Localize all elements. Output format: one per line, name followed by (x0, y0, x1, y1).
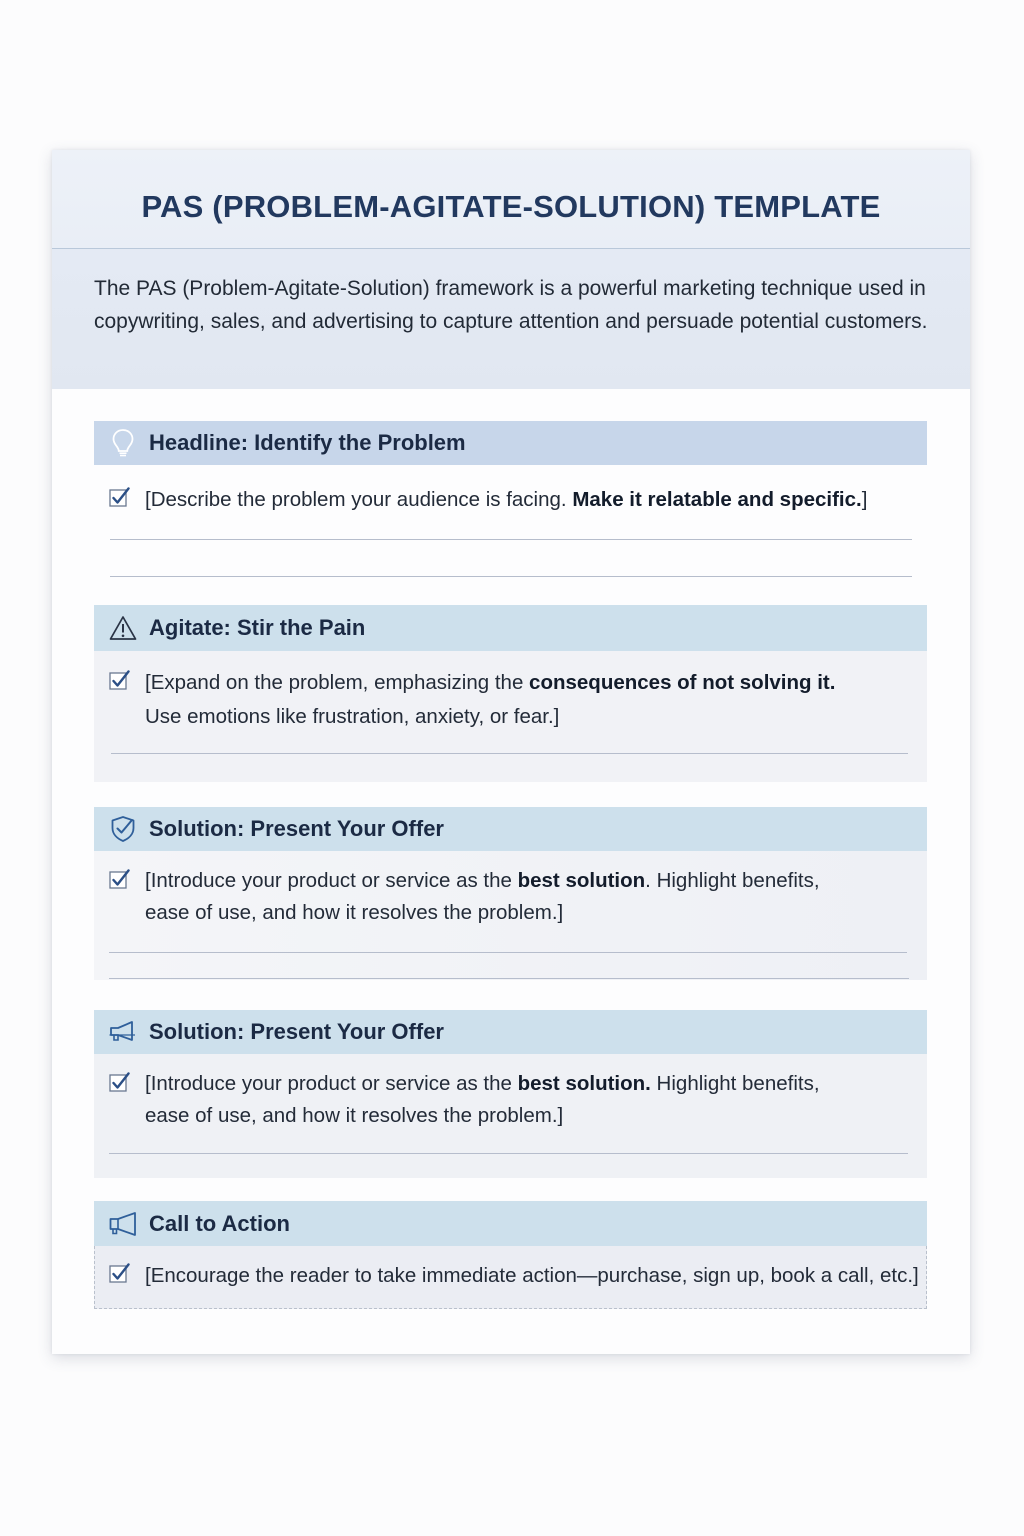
section-heading: Headline: Identify the Problem (149, 430, 466, 455)
title-bar (52, 150, 970, 249)
checkbox-checked[interactable] (109, 1071, 131, 1093)
section-body (94, 651, 927, 782)
section-call-to-action (94, 1201, 927, 1309)
intro-panel (52, 249, 970, 389)
section-solution (94, 807, 927, 980)
section-heading: Solution: Present Your Offer (149, 1019, 444, 1044)
writing-line[interactable] (111, 753, 908, 754)
section-solution-offer (94, 1010, 927, 1178)
section-heading: Agitate: Stir the Pain (149, 615, 366, 640)
checklist-item (109, 1068, 820, 1132)
checkbox-checked[interactable] (109, 486, 131, 508)
section-heading: Call to Action (149, 1210, 290, 1236)
section-header (94, 421, 927, 465)
section-header (94, 1201, 927, 1246)
page-title: PAS (PROBLEM-AGITATE-SOLUTION) TEMPLATE (141, 189, 881, 224)
checkbox-checked[interactable] (109, 1262, 131, 1284)
writing-line[interactable] (109, 1153, 908, 1154)
section-body (94, 465, 927, 605)
section-body (94, 851, 927, 980)
checklist-item (109, 865, 820, 929)
intro-text: The PAS (Problem-Agitate-Solution) framework is a powerful marketing technique used in copywriting, sales, and advertising to capture attention and persuade potential customers. (94, 277, 928, 333)
item-text: [Encourage the reader to take immediate action—purchase, sign up, book a call, etc.] (145, 1264, 919, 1287)
writing-line[interactable] (110, 539, 912, 540)
template-page (52, 150, 970, 1354)
writing-line[interactable] (110, 576, 912, 577)
item-text: [Introduce your product or service as the best solution. Highlight benefits, ease of use, and how it resolves the problem.] (145, 869, 820, 924)
checklist-item (109, 1259, 919, 1293)
section-body (94, 1054, 927, 1178)
item-text: [Expand on the problem, emphasizing the consequences of not solving it. Use emotions like frustration, anxiety, or fear.] (145, 671, 836, 728)
section-heading: Solution: Present Your Offer (149, 816, 444, 841)
item-text: [Introduce your product or service as the best solution. Highlight benefits, ease of use, and how it resolves the problem.] (145, 1072, 820, 1127)
section-header (94, 1010, 927, 1054)
checkbox-checked[interactable] (109, 669, 131, 691)
item-text: [Describe the problem your audience is facing. Make it relatable and specific.] (145, 488, 868, 511)
shield-check-icon (108, 814, 138, 844)
checkbox-checked[interactable] (109, 868, 131, 890)
writing-line[interactable] (109, 978, 909, 979)
lightbulb-icon (108, 428, 138, 458)
checklist-item (109, 483, 867, 517)
writing-line[interactable] (109, 952, 907, 953)
checklist-item (109, 666, 835, 734)
section-header (94, 605, 927, 651)
section-header (94, 807, 927, 851)
section-headline (94, 421, 927, 605)
section-body (94, 1246, 927, 1309)
section-agitate (94, 605, 927, 782)
megaphone-icon (108, 1017, 138, 1047)
megaphone-icon (108, 1209, 138, 1239)
warning-icon (108, 613, 138, 643)
